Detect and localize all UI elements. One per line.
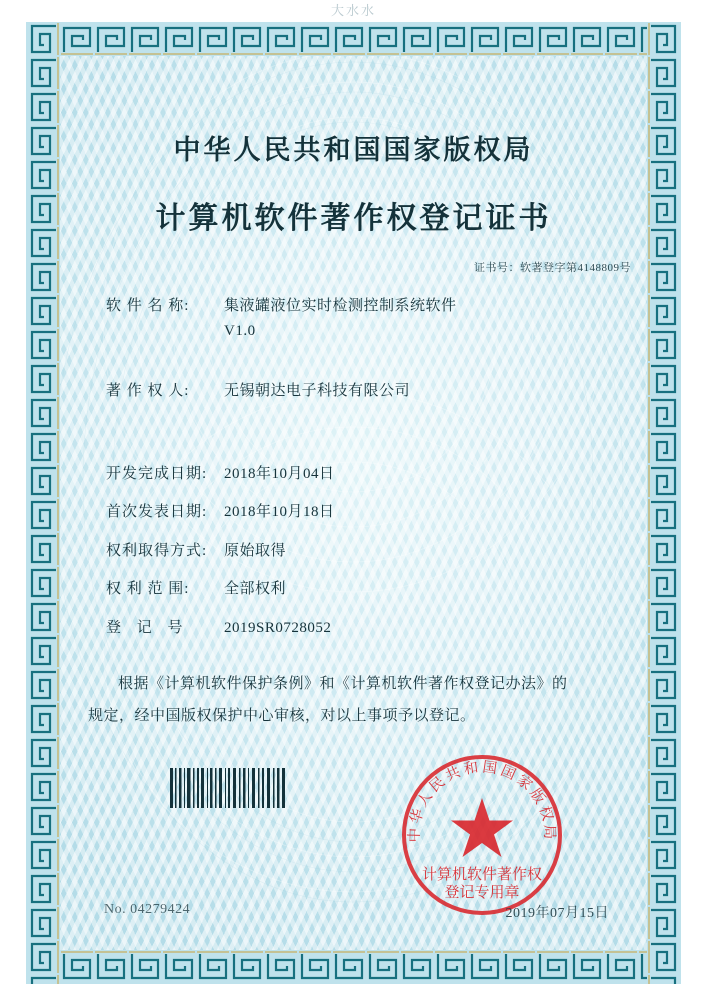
legal-statement (68, 669, 639, 732)
star-icon (451, 798, 513, 857)
field-value-sub: V1.0 (224, 322, 256, 339)
border-left-icon (26, 22, 60, 984)
certificate-title: 计算机软件著作权登记证书 (155, 202, 552, 235)
seal-line-2: 登记专用章 (444, 885, 520, 901)
field-row (106, 617, 639, 640)
field-row (106, 501, 639, 524)
svg-text:中华人民共和国国家版权局: 中华人民共和国国家版权局 (406, 759, 558, 843)
field-row (106, 540, 639, 563)
certificate-number-value: 软著登字第4148809号 (520, 262, 631, 274)
issuer-title: 中华人民共和国国家版权局 (173, 135, 534, 165)
official-seal (393, 746, 571, 924)
field-row (106, 463, 639, 486)
field-value: 2018年10月18日 (224, 504, 335, 520)
field-row (106, 380, 639, 403)
certificate-body (26, 22, 681, 984)
field-value: 2019SR0728052 (224, 619, 332, 636)
top-handwriting-mark: 大水水 (330, 3, 376, 18)
border-right-icon (647, 22, 681, 984)
field-row (106, 578, 639, 601)
field-value: 无锡朝达电子科技有限公司 (224, 383, 411, 399)
field-label: 登 记 号 (106, 619, 189, 636)
statement-line-1: 根据《计算机软件保护条例》和《计算机软件著作权登记办法》的 (118, 676, 568, 692)
certificate-content (68, 66, 639, 940)
field-value: 原始取得 (224, 542, 287, 559)
certificate-number-label: 证书号： (474, 262, 520, 274)
spacer (106, 441, 639, 463)
field-label: 权 利 范 围: (106, 581, 190, 597)
seal-line-1: 计算机软件著作权 (421, 867, 543, 883)
field-label: 开发完成日期: (106, 465, 208, 482)
field-value (224, 295, 639, 342)
issue-date: 2019年07月15日 (505, 906, 609, 921)
serial-number: No. 04279424 (104, 902, 191, 917)
field-value: 2018年10月04日 (224, 465, 335, 482)
border-top-icon (26, 22, 681, 56)
certificate-footer (104, 902, 609, 922)
field-list (68, 295, 639, 639)
statement-line-2: 规定，经中国版权保护中心审核，对以上事项予以登记。 (88, 707, 476, 724)
field-label: 软 件 名 称: (106, 298, 190, 314)
field-label: 首次发表日期: (106, 504, 208, 520)
spacer (106, 419, 639, 441)
barcode (168, 766, 288, 810)
spacer (106, 358, 639, 380)
field-label: 权利取得方式: (106, 542, 208, 559)
field-label: 著 作 权 人: (106, 383, 190, 399)
field-value: 全部权利 (224, 581, 287, 597)
certificate-number (68, 259, 639, 275)
border-bottom-icon (26, 950, 681, 984)
field-value-main: 集液罐液位实时检测控制系统软件 (224, 298, 457, 314)
field-row (106, 295, 639, 342)
